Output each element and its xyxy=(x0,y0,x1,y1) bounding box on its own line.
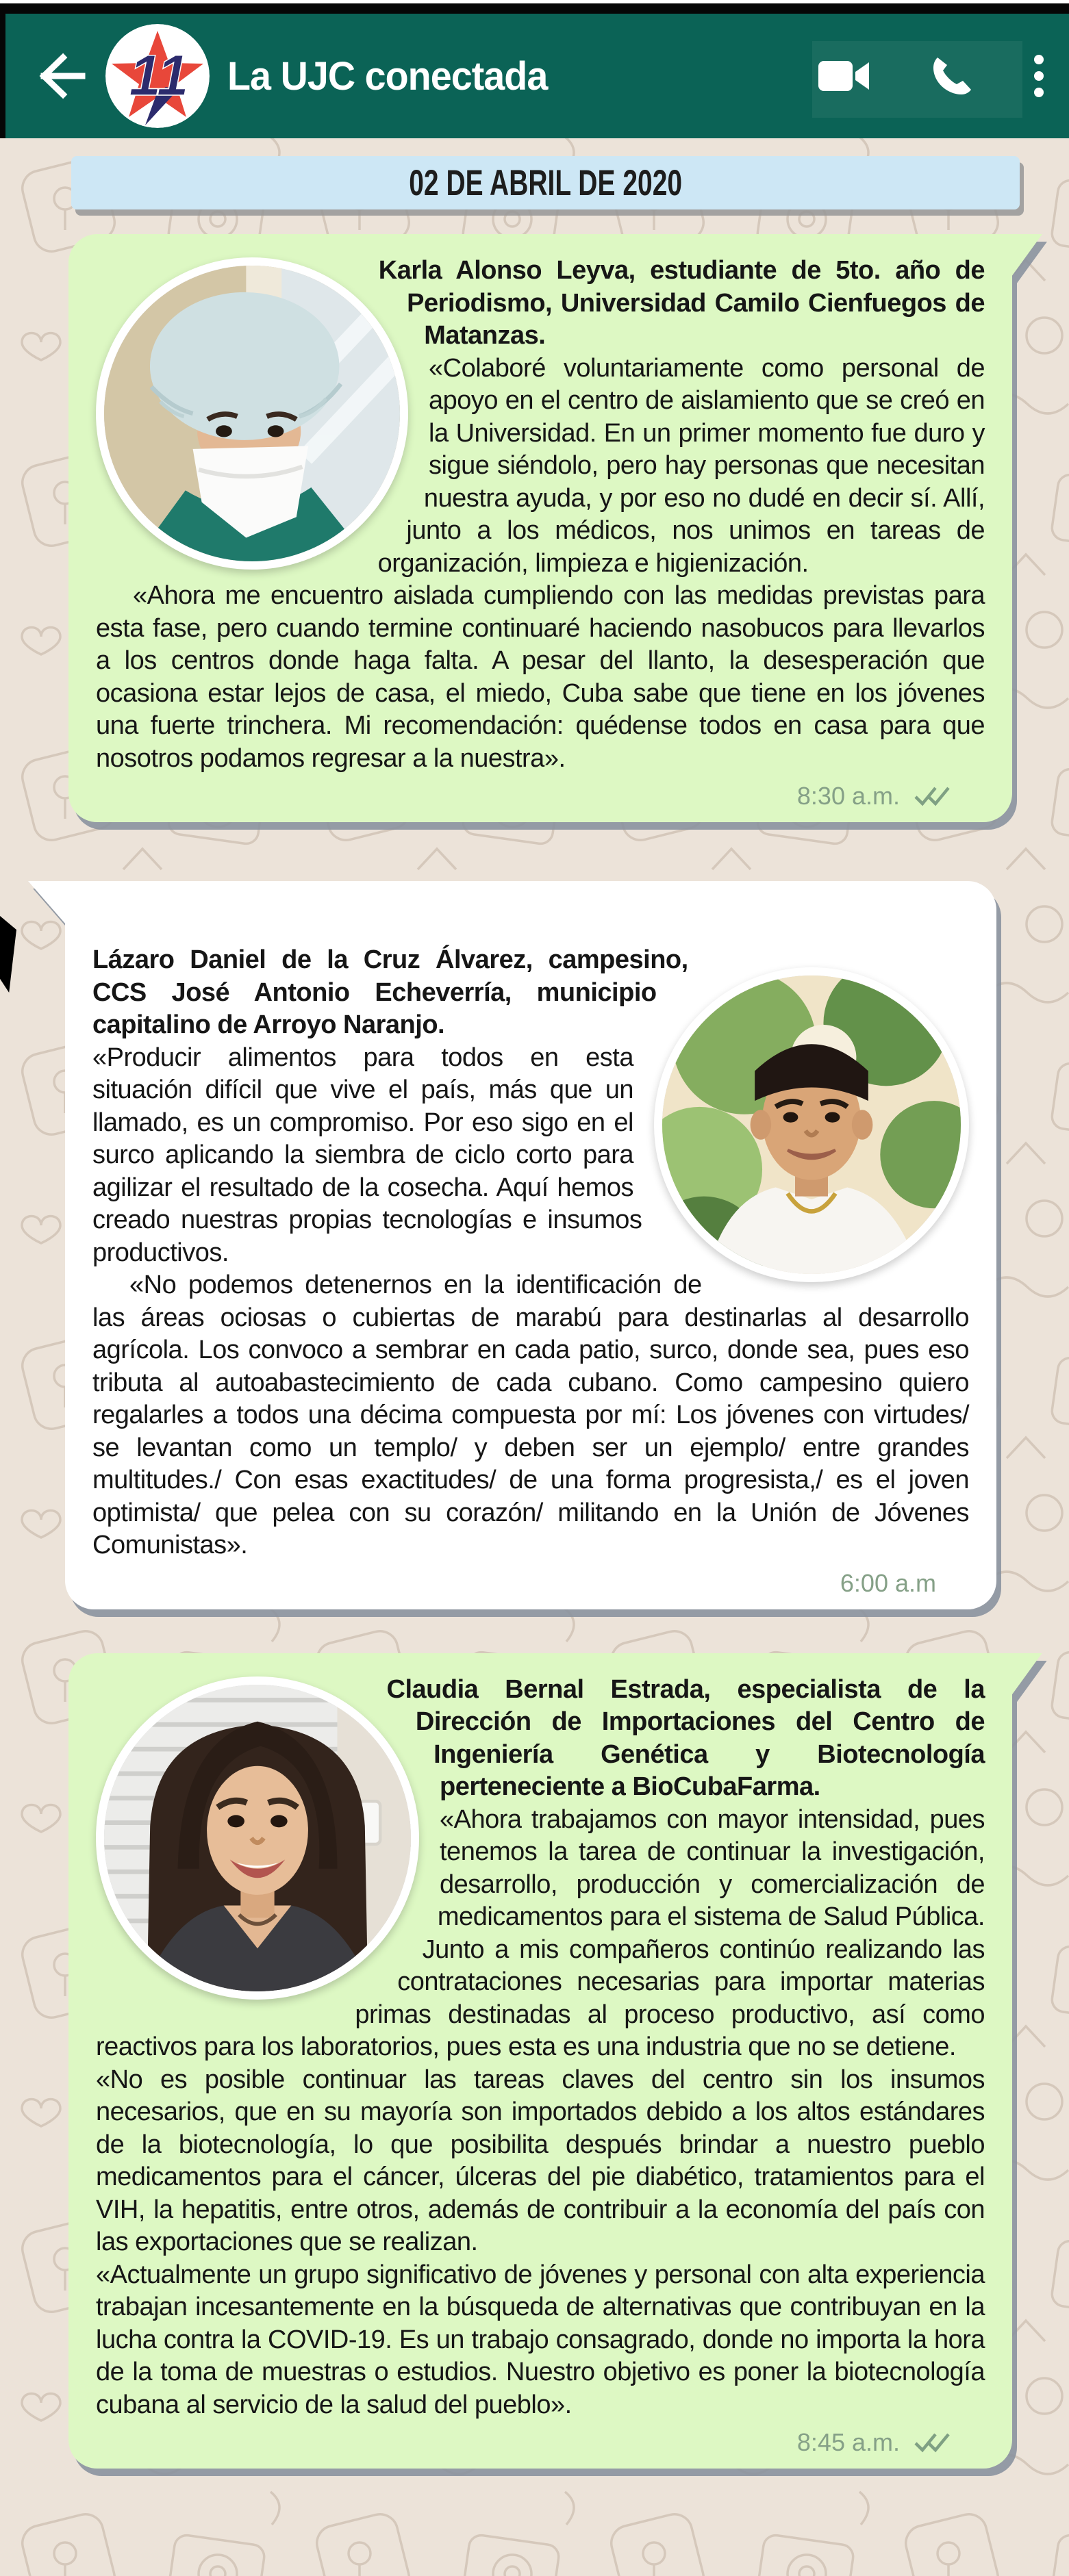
ujc-logo-icon xyxy=(105,24,210,128)
timestamp: 8:45 a.m. xyxy=(796,2428,900,2456)
message-meta xyxy=(96,2427,985,2458)
avatar-lazaro-photo xyxy=(662,975,961,1274)
timestamp: 6:00 a.m xyxy=(840,1568,936,1597)
message-text: «No es posible continuar las tareas claves del centro sin los insumos necesarios, que en su mayoría son importados debido a los altos estándares de la biotecnología, lo que posibilita después brindar a nuestro pueblo medicamentos para el cáncer, úlceras del pie diabético, tratamientos para el VIH, la hepatitis, entre otros, además de contribuir a la economía del país con las exportaciones que se realizan. xyxy=(96,2065,985,2256)
message-meta xyxy=(92,1568,969,1598)
more-options-icon xyxy=(1033,54,1044,98)
sender-name: Lázaro Daniel de la Cruz Álvarez, campesino, CCS José Antonio Echeverría, municipio capitalino de Arroyo Naranjo. xyxy=(92,945,688,1039)
avatar-karla xyxy=(96,257,408,570)
sender-name: Claudia Bernal Estrada, especialista de la Dirección de Importaciones del Centro de Ingeniería Genética y Biotecnología perteneciente a BioCubaFarma. xyxy=(386,1674,985,1801)
svg-text:11: 11 xyxy=(129,43,189,107)
timestamp: 8:30 a.m. xyxy=(796,782,900,810)
video-call-icon xyxy=(817,57,870,95)
message-karla[interactable] xyxy=(68,234,1012,822)
header-actions xyxy=(817,54,1044,98)
status-bar-strip xyxy=(0,3,1069,14)
bubble-tail xyxy=(1011,1653,1042,1696)
group-avatar[interactable] xyxy=(105,24,210,128)
message-meta xyxy=(96,780,985,811)
back-button[interactable] xyxy=(33,49,86,103)
double-check-icon xyxy=(914,784,952,808)
message-claudia[interactable] xyxy=(68,1653,1012,2469)
phone-icon xyxy=(931,55,973,97)
voice-call-button[interactable] xyxy=(931,55,973,97)
message-text: «Ahora me encuentro aislada cumpliendo con las medidas previstas para esta fase, pero cuando termine continuaré haciendo nasobucos para llevarlos a los centros donde haga falta. A pesar del llanto, la desesperación que ocasiona estar lejos de casa, el miedo, Cuba sabe que tiene en los jóvenes una fuerte trinchera. Mi recomendación: quédense todos en casa para que nosotros podamos regresar a la nuestra». xyxy=(96,581,985,773)
avatar-karla-photo xyxy=(104,266,400,561)
avatar-lazaro xyxy=(654,967,969,1282)
message-text: «No podemos detenernos en la identificación de las áreas ociosas o cubiertas de marabú para destinarlas al desarrollo agrícola. Los convoco a sembrar en cada patio, surco, donde sea, pues eso tributa al autoabastecimiento de cada cubano. Como campesino quiero regalarles a todos una décima compuesta por mí: Los jóvenes con virtudes/ se levantan como un templo/ y deben ser un ejemplo/ entre grandes multitudes./ Con esas exactitudes/ de una forma progresista,/ es el joven optimista/ que pelea con su corazón/ militando en la Unión de Jóvenes Comunistas». xyxy=(92,1271,969,1559)
chat-title: La UJC conectada xyxy=(227,53,548,99)
back-arrow-icon xyxy=(33,49,86,103)
chat-header xyxy=(0,14,1069,138)
message-text: «Producir alimentos para todos en esta situación difícil que vive el país, más que un llamado, es un compromiso. Por eso sigo en el surco aplicando la siembra de ciclo corto para agilizar el resultado de la cosecha. Aquí hemos creado nuestras propias tecnologías e insumos productivos. xyxy=(92,1043,642,1267)
message-lazaro[interactable] xyxy=(65,881,996,1609)
left-edge-artifact xyxy=(0,14,5,138)
bubble-tail xyxy=(1011,234,1042,277)
avatar-claudia xyxy=(96,1676,419,2000)
conversation xyxy=(0,156,1069,2469)
date-banner xyxy=(71,156,1020,209)
menu-button[interactable] xyxy=(1033,54,1044,98)
message-text: «Ahora trabajamos con mayor intensidad, pues tenemos la tarea de continuar la investigación, desarrollo, producción y comercialización de medicamentos para el sistema de Salud Pública. Junto a mis compañeros continúo realizando las contrataciones necesarias para importar materias primas destinadas al proceso productivo, así como reactivos para los laboratorios, pues esta es una industria que no se detiene. xyxy=(96,1805,985,2061)
avatar-claudia-photo xyxy=(104,1685,411,1991)
message-text: «Colaboré voluntariamente como personal de apoyo en el centro de aislamiento que se creó en la Universidad. En un primer momento fue duro y sigue siéndolo, pero hay personas que necesitan nuestra ayuda, y por eso no dudé en decir sí. Allí, junto a los médicos, nos unimos en tareas de organización, limpieza e higienización. xyxy=(377,353,985,578)
sender-name: Karla Alonso Leyva, estudiante de 5to. año de Periodismo, Universidad Camilo Cienfuegos de Matanzas. xyxy=(378,256,985,350)
date-banner-label: 02 DE ABRIL DE 2020 xyxy=(409,162,682,203)
message-text: «Actualmente un grupo significativo de jóvenes y personal con alta experiencia trabajan incesantemente en la búsqueda de alternativas que contribuyan en la lucha contra la COVID-19. Es un trabajo consagrado, donde no importa la hora de la toma de muestras o estudios. Nuestro objetivo es poner la biotecnología cubana al servicio de la salud del pueblo». xyxy=(96,2260,985,2419)
bubble-tail xyxy=(28,881,65,923)
double-check-icon xyxy=(914,2430,952,2455)
video-call-button[interactable] xyxy=(817,57,870,95)
